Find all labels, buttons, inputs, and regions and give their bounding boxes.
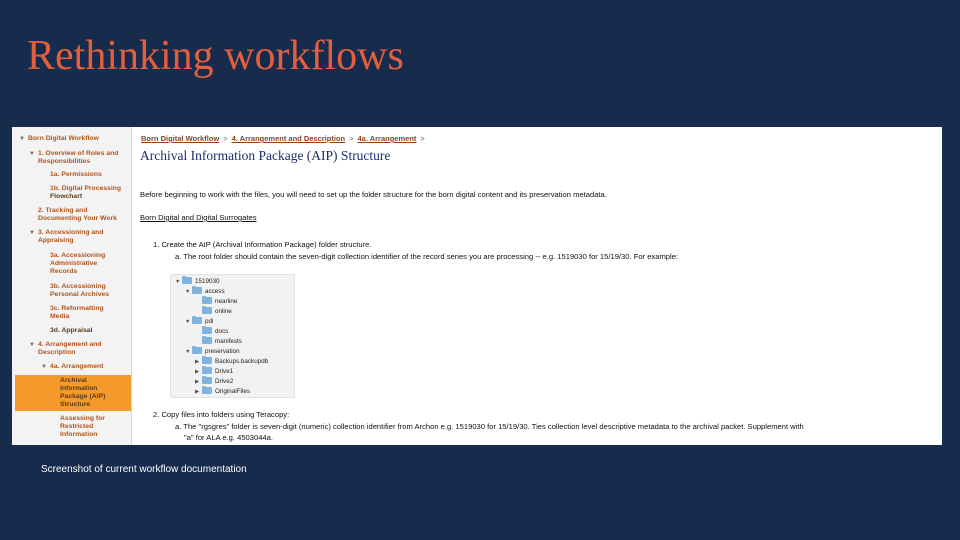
tree-row[interactable]: ▶ OriginalFiles [195,388,250,395]
page-title: Archival Information Package (AIP) Structure [140,148,391,163]
sidebar-item-reformatting[interactable]: 3c. Reformatting [50,305,104,312]
expand-arrow-icon[interactable]: ▼ [29,342,35,348]
sidebar-item-accessioning-admin-cont1[interactable]: Administrative [50,260,98,267]
sidebar-item-arrangement-description-cont[interactable]: Description [38,349,76,356]
folder-icon [192,347,202,354]
sidebar-item-permissions[interactable]: 1a. Permissions [50,171,102,178]
step-2a: a. The "rgsgres" folder is seven-digit (numeric) collection identifier from Archon e.g. 1519030 for 15/19/30. Ties collection level descriptive metadata to the archival packet. Supplement with [175,422,804,431]
breadcrumb-item[interactable]: Born Digital Workflow [141,134,220,143]
disclosure-icon[interactable]: ▶ [195,389,200,395]
tree-row[interactable]: ▼ pdi [185,318,214,325]
workflow-screenshot [12,127,942,445]
folder-icon [192,287,202,294]
folder-icon [202,297,212,304]
tree-row[interactable]: ▼ preservation [185,348,240,355]
sidebar-item-accessioning-personal[interactable]: 3b. Accessioning [50,283,106,290]
breadcrumb-separator: > [420,134,425,143]
sidebar-item-assessing-restricted[interactable]: Assessing for [60,415,105,422]
tree-row[interactable]: ▶ Drive2 [195,378,234,385]
step-2: 2. Copy files into folders using Teracopy: [153,410,290,419]
sidebar-item-aip-structure-cont1[interactable]: Information [60,385,98,392]
sidebar-item-overview-roles[interactable]: ▼ 1. Overview of Roles and [29,150,119,157]
sidebar-item-aip-structure[interactable]: Archival [60,377,87,384]
sidebar-item-assessing-restricted-cont2[interactable]: Information [60,431,98,438]
sidebar-item-reformatting-cont[interactable]: Media [50,313,70,320]
sidebar-item-digital-processing[interactable]: 1b. Digital Processing [50,185,122,192]
sidebar-item-assessing-restricted-cont1[interactable]: Restricted [60,423,94,430]
sidebar-item-flowchart[interactable]: Flowchart [50,193,83,200]
folder-icon [202,307,212,314]
sidebar-item-aip-structure-cont3[interactable]: Structure [60,401,91,408]
folder-icon [202,337,212,344]
tree-row[interactable]: manifests [195,337,242,345]
step-1: 1. Create the AIP (Archival Information Package) folder structure. [153,240,372,249]
screenshot-caption: Screenshot of current workflow documentation [41,464,247,475]
sidebar-item-accessioning-appraising[interactable]: ▼ 3. Accessioning and [29,229,104,236]
sidebar-item-aip-structure-cont2[interactable]: Package (AIP) [60,393,106,400]
breadcrumb [141,134,429,143]
tree-row[interactable]: docs [195,327,228,335]
disclosure-icon[interactable]: ▼ [185,349,191,355]
sidebar-item-arrangement-description[interactable]: ▼ 4. Arrangement and [29,341,102,348]
disclosure-icon[interactable]: ▼ [185,319,191,325]
sidebar-item-accessioning-appraising-cont[interactable]: Appraising [38,237,74,244]
disclosure-icon[interactable]: ▼ [185,289,191,295]
tree-row[interactable]: online [195,307,232,315]
step-1a: a. The root folder should contain the seven-digit collection identifier of the record series you are processing -- e.g. 1519030 for 15/19/30. For example: [175,252,679,261]
step-2a-continued: "a" for ALA e.g. 4503044a. [184,433,273,442]
sidebar-item-born-digital-workflow[interactable]: ▼ Born Digital Workflow [19,135,99,142]
disclosure-icon[interactable]: ▶ [195,369,200,375]
folder-icon [202,387,212,394]
sidebar-item-accessioning-admin-cont2[interactable]: Records [50,268,78,275]
tree-row[interactable]: ▼ access [185,288,225,295]
expand-arrow-icon[interactable]: ▼ [29,151,35,157]
sidebar-item-overview-roles-cont[interactable]: Responsibilities [38,158,91,165]
intro-paragraph: Before beginning to work with the files, you will need to set up the folder structure for the born digital content and its preservation metadata. [140,190,607,199]
sidebar-item-accessioning-personal-cont[interactable]: Personal Archives [50,291,110,298]
folder-icon [202,367,212,374]
tree-row[interactable]: nearline [195,297,237,305]
breadcrumb-separator: > [223,134,228,143]
folder-icon [202,377,212,384]
sidebar-item-tracking[interactable]: 2. Tracking and [38,207,88,214]
tree-row[interactable]: ▼ 1519030 [175,278,220,285]
folder-icon [192,317,202,324]
folder-icon [202,357,212,364]
sidebar-item-accessioning-admin[interactable]: 3a. Accessioning [50,252,106,259]
expand-arrow-icon[interactable]: ▼ [19,136,25,142]
disclosure-icon[interactable]: ▶ [195,379,200,385]
folder-icon [202,327,212,334]
breadcrumb-separator: > [349,134,354,143]
expand-arrow-icon[interactable]: ▼ [41,364,47,370]
section-link[interactable]: Born Digital and Digital Surrogates [140,213,257,222]
folder-icon [182,277,192,284]
disclosure-icon[interactable]: ▶ [195,359,200,365]
sidebar-item-appraisal[interactable]: 3d. Appraisal [50,327,93,334]
breadcrumb-item[interactable]: 4a. Arrangement [357,134,417,143]
sidebar-nav [12,127,132,445]
slide-title: Rethinking workflows [27,33,404,79]
file-tree [170,274,295,398]
sidebar-item-arrangement[interactable]: ▼ 4a. Arrangement [41,363,104,370]
content-pane [139,127,942,445]
expand-arrow-icon[interactable]: ▼ [29,230,35,236]
sidebar-item-tracking-cont[interactable]: Documenting Your Work [38,215,117,222]
tree-row[interactable]: ▶ Backups.backupdb [195,358,269,365]
breadcrumb-item[interactable]: 4. Arrangement and Description [231,134,346,143]
disclosure-icon[interactable]: ▼ [175,279,181,285]
tree-row[interactable]: ▶ Drive1 [195,368,234,375]
